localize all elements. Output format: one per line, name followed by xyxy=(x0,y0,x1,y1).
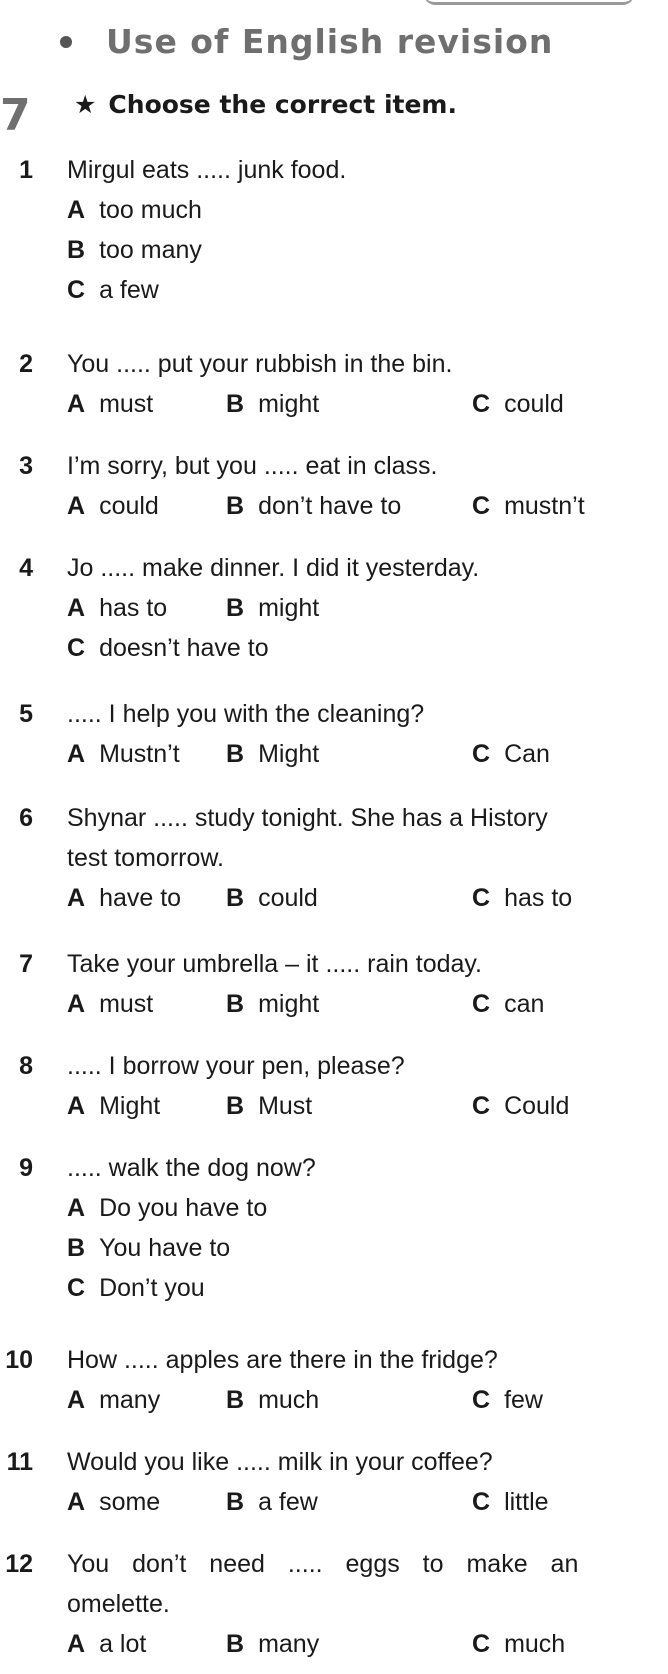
question-1 xyxy=(0,150,640,310)
option-a[interactable]: A Do you have to xyxy=(67,1194,268,1222)
question-11 xyxy=(0,1442,640,1522)
option-b[interactable]: B don’t have to xyxy=(226,492,402,520)
question-text: You don’t need ..... eggs to make an xyxy=(67,1550,579,1578)
decorative-arc xyxy=(424,0,634,5)
question-number: 8 xyxy=(19,1052,33,1080)
option-a[interactable]: A could xyxy=(67,492,159,520)
option-b[interactable]: B could xyxy=(226,884,318,912)
question-text: Shynar ..... study tonight. She has a History xyxy=(67,804,548,832)
option-a[interactable]: A Might xyxy=(67,1092,161,1120)
question-number: 11 xyxy=(6,1448,33,1476)
question-text: ..... walk the dog now? xyxy=(67,1154,316,1182)
option-c[interactable]: C Don’t you xyxy=(67,1274,205,1302)
exercise-number: 7 xyxy=(0,90,31,141)
option-b[interactable]: B Might xyxy=(226,740,320,768)
option-a[interactable]: A must xyxy=(67,390,154,418)
question-number: 2 xyxy=(19,350,33,378)
question-2 xyxy=(0,344,640,424)
question-8 xyxy=(0,1046,640,1126)
instruction xyxy=(74,90,457,119)
question-text: ..... I borrow your pen, please? xyxy=(67,1052,405,1080)
option-b[interactable]: B You have to xyxy=(67,1234,231,1262)
section-header xyxy=(60,22,553,61)
option-a[interactable]: A must xyxy=(67,990,154,1018)
option-c[interactable]: C a few xyxy=(67,276,159,304)
option-c[interactable]: C has to xyxy=(472,884,573,912)
option-a[interactable]: A a lot xyxy=(67,1630,147,1658)
star-icon: ★ xyxy=(74,90,97,119)
question-number: 6 xyxy=(19,804,33,832)
option-b[interactable]: B might xyxy=(226,390,320,418)
question-9 xyxy=(0,1148,640,1308)
option-b[interactable]: B might xyxy=(226,990,320,1018)
question-5 xyxy=(0,694,640,774)
option-b[interactable]: B a few xyxy=(226,1488,318,1516)
question-number: 7 xyxy=(19,950,33,978)
question-4 xyxy=(0,548,640,668)
question-text: You ..... put your rubbish in the bin. xyxy=(67,350,453,378)
question-number: 1 xyxy=(19,156,33,184)
question-number: 9 xyxy=(19,1154,33,1182)
option-a[interactable]: A Mustn’t xyxy=(67,740,180,768)
option-c[interactable]: C Could xyxy=(472,1092,570,1120)
option-a[interactable]: A has to xyxy=(67,594,168,622)
option-c[interactable]: C few xyxy=(472,1386,543,1414)
instruction-text: Choose the correct item. xyxy=(108,90,457,119)
question-text: Would you like ..... milk in your coffee? xyxy=(67,1448,493,1476)
question-text: How ..... apples are there in the fridge? xyxy=(67,1346,498,1374)
option-c[interactable]: C mustn’t xyxy=(472,492,585,520)
option-c[interactable]: C doesn’t have to xyxy=(67,634,269,662)
option-a[interactable]: A many xyxy=(67,1386,161,1414)
bullet-icon xyxy=(60,36,72,48)
question-text-continued: test tomorrow. xyxy=(67,844,224,872)
question-text: I’m sorry, but you ..... eat in class. xyxy=(67,452,438,480)
option-c[interactable]: C could xyxy=(472,390,564,418)
option-b[interactable]: B much xyxy=(226,1386,320,1414)
option-b[interactable]: B too many xyxy=(67,236,202,264)
question-number: 4 xyxy=(19,554,33,582)
option-b[interactable]: B many xyxy=(226,1630,320,1658)
question-text: Mirgul eats ..... junk food. xyxy=(67,156,347,184)
option-b[interactable]: B Must xyxy=(226,1092,313,1120)
question-3 xyxy=(0,446,640,526)
option-a[interactable]: A some xyxy=(67,1488,161,1516)
question-text: Take your umbrella – it ..... rain today. xyxy=(67,950,483,978)
question-number: 12 xyxy=(5,1550,33,1578)
question-6 xyxy=(0,798,640,918)
question-number: 5 xyxy=(19,700,33,728)
option-c[interactable]: C little xyxy=(472,1488,549,1516)
question-12 xyxy=(0,1544,640,1664)
option-c[interactable]: C much xyxy=(472,1630,566,1658)
question-text: Jo ..... make dinner. I did it yesterday. xyxy=(67,554,480,582)
question-number: 10 xyxy=(5,1346,33,1374)
question-text-continued: omelette. xyxy=(67,1590,170,1618)
section-title: Use of English revision xyxy=(106,22,554,61)
question-7 xyxy=(0,944,640,1024)
option-c[interactable]: C Can xyxy=(472,740,550,768)
question-number: 3 xyxy=(19,452,33,480)
option-b[interactable]: B might xyxy=(226,594,320,622)
option-a[interactable]: A too much xyxy=(67,196,202,224)
question-text: ..... I help you with the cleaning? xyxy=(67,700,425,728)
question-10 xyxy=(0,1340,640,1420)
option-a[interactable]: A have to xyxy=(67,884,182,912)
option-c[interactable]: C can xyxy=(472,990,545,1018)
